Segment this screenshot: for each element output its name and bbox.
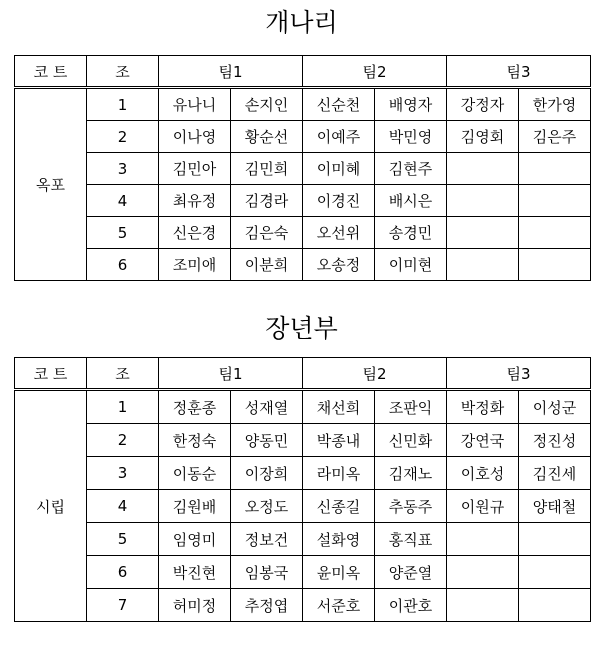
player-cell: 김진세 <box>519 457 591 490</box>
header-court: 코 트 <box>15 56 87 88</box>
player-cell <box>519 249 591 281</box>
player-cell: 이미현 <box>375 249 447 281</box>
player-cell: 양동민 <box>231 424 303 457</box>
group-cell: 6 <box>87 556 159 589</box>
table-row <box>15 424 591 457</box>
player-cell: 손지인 <box>231 88 303 121</box>
group-cell: 4 <box>87 185 159 217</box>
player-cell <box>519 556 591 589</box>
player-cell: 이예주 <box>303 121 375 153</box>
group-cell: 7 <box>87 589 159 622</box>
player-cell: 이미혜 <box>303 153 375 185</box>
player-cell: 조미애 <box>159 249 231 281</box>
player-cell: 홍직표 <box>375 523 447 556</box>
header-team3: 팀3 <box>447 56 591 88</box>
roster-table-gaenari <box>14 55 591 281</box>
player-cell <box>447 153 519 185</box>
player-cell: 임영미 <box>159 523 231 556</box>
player-cell: 임봉국 <box>231 556 303 589</box>
table-row <box>15 185 591 217</box>
player-cell: 라미옥 <box>303 457 375 490</box>
table-row <box>15 390 591 424</box>
player-cell <box>447 523 519 556</box>
player-cell: 김은주 <box>519 121 591 153</box>
player-cell: 박진현 <box>159 556 231 589</box>
player-cell: 유나니 <box>159 88 231 121</box>
player-cell: 정진성 <box>519 424 591 457</box>
header-team1: 팀1 <box>159 56 303 88</box>
group-cell: 5 <box>87 523 159 556</box>
player-cell: 한정숙 <box>159 424 231 457</box>
player-cell: 강연국 <box>447 424 519 457</box>
player-cell: 서준호 <box>303 589 375 622</box>
player-cell: 김현주 <box>375 153 447 185</box>
player-cell: 신종길 <box>303 490 375 523</box>
player-cell <box>447 217 519 249</box>
group-cell: 6 <box>87 249 159 281</box>
player-cell: 신은경 <box>159 217 231 249</box>
header-group: 조 <box>87 56 159 88</box>
court-cell: 옥포 <box>15 88 87 281</box>
player-cell: 허미정 <box>159 589 231 622</box>
player-cell <box>447 185 519 217</box>
table-row <box>15 249 591 281</box>
table-row <box>15 589 591 622</box>
player-cell: 김원배 <box>159 490 231 523</box>
player-cell: 이원규 <box>447 490 519 523</box>
player-cell: 박종내 <box>303 424 375 457</box>
section-title-gaenari: 개나리 <box>265 8 338 37</box>
group-cell: 3 <box>87 153 159 185</box>
group-cell: 2 <box>87 424 159 457</box>
player-cell: 추정엽 <box>231 589 303 622</box>
table-row <box>15 556 591 589</box>
group-cell: 1 <box>87 390 159 424</box>
player-cell: 김은숙 <box>231 217 303 249</box>
group-cell: 4 <box>87 490 159 523</box>
table-row <box>15 490 591 523</box>
group-cell: 3 <box>87 457 159 490</box>
player-cell: 김경라 <box>231 185 303 217</box>
player-cell: 이동순 <box>159 457 231 490</box>
player-cell: 이관호 <box>375 589 447 622</box>
group-cell: 1 <box>87 88 159 121</box>
group-cell: 5 <box>87 217 159 249</box>
player-cell: 설화영 <box>303 523 375 556</box>
header-team1: 팀1 <box>159 358 303 390</box>
header-court: 코 트 <box>15 358 87 390</box>
player-cell: 이분희 <box>231 249 303 281</box>
player-cell: 정훈종 <box>159 390 231 424</box>
player-cell: 윤미옥 <box>303 556 375 589</box>
player-cell: 추동주 <box>375 490 447 523</box>
player-cell: 최유정 <box>159 185 231 217</box>
player-cell: 오선위 <box>303 217 375 249</box>
header-row <box>15 56 591 88</box>
player-cell: 양태철 <box>519 490 591 523</box>
court-cell: 시립 <box>15 390 87 622</box>
table-row <box>15 121 591 153</box>
player-cell: 김재노 <box>375 457 447 490</box>
header-team2: 팀2 <box>303 358 447 390</box>
player-cell: 박민영 <box>375 121 447 153</box>
player-cell: 신순천 <box>303 88 375 121</box>
player-cell: 배영자 <box>375 88 447 121</box>
player-cell: 오송정 <box>303 249 375 281</box>
player-cell: 김민희 <box>231 153 303 185</box>
table-row <box>15 217 591 249</box>
player-cell <box>447 249 519 281</box>
roster-table-jangnyeonbu <box>14 357 591 622</box>
player-cell: 이장희 <box>231 457 303 490</box>
player-cell: 한가영 <box>519 88 591 121</box>
player-cell: 채선희 <box>303 390 375 424</box>
player-cell: 박정화 <box>447 390 519 424</box>
player-cell: 이성군 <box>519 390 591 424</box>
player-cell: 강정자 <box>447 88 519 121</box>
player-cell: 이나영 <box>159 121 231 153</box>
player-cell: 신민화 <box>375 424 447 457</box>
player-cell: 황순선 <box>231 121 303 153</box>
player-cell <box>519 217 591 249</box>
player-cell <box>519 153 591 185</box>
player-cell: 양준열 <box>375 556 447 589</box>
player-cell: 오정도 <box>231 490 303 523</box>
player-cell: 김민아 <box>159 153 231 185</box>
header-row <box>15 358 591 390</box>
player-cell: 송경민 <box>375 217 447 249</box>
player-cell: 정보건 <box>231 523 303 556</box>
section-title-jangnyeonbu: 장년부 <box>265 314 338 343</box>
player-cell <box>519 589 591 622</box>
player-cell: 이호성 <box>447 457 519 490</box>
player-cell <box>519 185 591 217</box>
player-cell <box>447 589 519 622</box>
player-cell: 김영회 <box>447 121 519 153</box>
table-row <box>15 523 591 556</box>
group-cell: 2 <box>87 121 159 153</box>
player-cell: 배시은 <box>375 185 447 217</box>
player-cell <box>447 556 519 589</box>
table-row <box>15 153 591 185</box>
header-team2: 팀2 <box>303 56 447 88</box>
table-row <box>15 457 591 490</box>
player-cell: 이경진 <box>303 185 375 217</box>
header-group: 조 <box>87 358 159 390</box>
table-row <box>15 88 591 121</box>
player-cell <box>519 523 591 556</box>
header-team3: 팀3 <box>447 358 591 390</box>
player-cell: 조판익 <box>375 390 447 424</box>
player-cell: 성재열 <box>231 390 303 424</box>
